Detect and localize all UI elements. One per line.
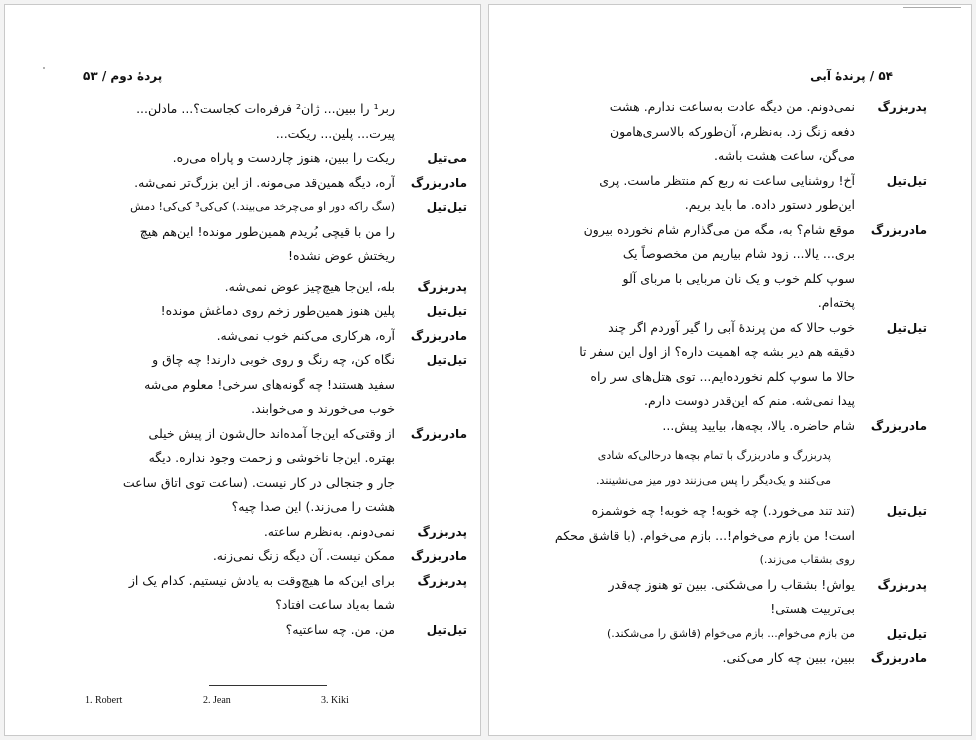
speaker-name: تیل‌تیل bbox=[426, 200, 467, 214]
right-page-header: ۵۴ / پرندهٔ آبی bbox=[810, 69, 893, 83]
speaker-name: مادربزرگ bbox=[410, 426, 467, 441]
line-text: از وقتی‌که این‌جا آمده‌اند حال‌شون از پیش خیلی bbox=[148, 425, 395, 441]
dialogue-line bbox=[539, 622, 927, 647]
speaker-name: تیل‌تیل bbox=[886, 173, 927, 188]
line-text: بری... یالا... زود شام بیاریم من مخصوصاً یک bbox=[622, 246, 855, 261]
line-text: دفعه زنگ زد. به‌نظرم، آن‌طورکه بالاسری‌هامون bbox=[609, 123, 855, 139]
speaker-name: مادربزرگ bbox=[410, 328, 467, 343]
line-text: پیرت... پلین... ریکت... bbox=[275, 125, 395, 141]
dialogue-line bbox=[539, 169, 927, 194]
dialogue-line bbox=[79, 397, 431, 422]
line-text: آخ! روشنایی ساعت نه ربع کم منتظر ماست. پری bbox=[599, 172, 855, 188]
line-text: ممکن نیست. آن دیگه زنگ نمی‌زنه. bbox=[212, 548, 395, 563]
line-text: نگاه کن، چه رنگ و روی خوبی دارند! چه چاق و bbox=[152, 352, 395, 367]
dialogue-line bbox=[79, 244, 431, 269]
line-text: آره، هرکاری می‌کنم خوب نمی‌شه. bbox=[216, 327, 395, 343]
line-text: برای این‌که ما هیچ‌وقت به یادش نیستیم. کدام یک از bbox=[128, 572, 395, 588]
line-text: من. من. چه ساعتیه؟ bbox=[285, 621, 395, 637]
line-text: حالا ما سوپ کلم نخورده‌ایم... توی هتل‌های سر راه bbox=[590, 368, 855, 384]
dialogue-line bbox=[539, 499, 927, 524]
speaker-name: تیل‌تیل bbox=[426, 353, 467, 367]
line-text: بهتره. این‌جا ناخوشی و زحمت وجود نداره. دیگه bbox=[148, 450, 395, 465]
left-page-header: پردهٔ دوم / ۵۳ bbox=[83, 69, 163, 83]
dialogue-line bbox=[539, 144, 891, 169]
line-text: پلین هنوز همین‌طور زخم روی دماغش مونده! bbox=[160, 303, 395, 318]
line-text: (تند تند می‌خورد.) چه خوبه! چه خوبه! چه خوشمزه bbox=[591, 503, 855, 518]
dialogue-line bbox=[539, 95, 927, 120]
dialogue-line bbox=[79, 520, 467, 545]
dialogue-line bbox=[79, 146, 467, 171]
line-text: موقع شام؟ به، مگه من می‌گذارم شام نخورده بیرون bbox=[583, 221, 855, 237]
speaker-name: تیل‌تیل bbox=[426, 304, 467, 318]
page-speck bbox=[43, 67, 45, 69]
dialogue-line bbox=[79, 299, 467, 324]
speaker-name: تیل‌تیل bbox=[886, 626, 927, 641]
speaker-name: پدربزرگ bbox=[417, 573, 467, 588]
line-text: ربر¹ را ببین... ژان² فرفره‌ات کجاست؟... مادلن... bbox=[136, 101, 395, 116]
speaker-name: مادربزرگ bbox=[870, 222, 927, 237]
dialogue-line bbox=[79, 97, 431, 122]
stage-direction bbox=[539, 469, 891, 494]
dialogue-line bbox=[79, 569, 467, 594]
dialogue-line bbox=[79, 324, 467, 349]
footnote-1: 1. Robert bbox=[85, 695, 123, 706]
line-text: این‌طور دستور داده. ما باید بریم. bbox=[684, 197, 855, 212]
dialogue-line bbox=[79, 471, 431, 496]
speaker-name: پدربزرگ bbox=[417, 524, 467, 539]
speaker-name: می‌تیل bbox=[427, 151, 467, 165]
line-text: دقیقه هم دیر بشه چه اهمیت داره؟ از اول این سفر تا bbox=[579, 344, 855, 359]
line-text: ریختش عوض نشده! bbox=[287, 248, 395, 263]
line-text: هشت را می‌زند.) این صدا چیه؟ bbox=[231, 499, 395, 514]
dialogue-line bbox=[79, 618, 467, 643]
speaker-name: پدربزرگ bbox=[877, 100, 927, 114]
page-53 bbox=[4, 4, 481, 736]
line-text: سوپ کلم خوب و یک نان مربایی با مربای آلو bbox=[622, 270, 855, 286]
speaker-name: مادربزرگ bbox=[870, 418, 927, 433]
dialogue-line bbox=[539, 365, 891, 390]
dialogue-line bbox=[539, 120, 891, 145]
left-dialogue bbox=[79, 97, 467, 642]
dialogue-line bbox=[539, 316, 927, 341]
line-text: می‌گن، ساعت هشت باشه. bbox=[713, 148, 855, 163]
dialogue-line bbox=[79, 348, 467, 373]
line-text: نمی‌دونم. به‌نظرم ساعته. bbox=[263, 523, 395, 539]
line-text: خوب می‌خورند و می‌خوابند. bbox=[251, 401, 395, 416]
footnote-2: 2. Jean bbox=[203, 695, 231, 706]
dialogue-line bbox=[79, 195, 467, 220]
speaker-name: پدربزرگ bbox=[877, 577, 927, 592]
dialogue-line bbox=[539, 242, 891, 267]
dialogue-line bbox=[79, 220, 431, 245]
page-54 bbox=[488, 4, 972, 736]
dialogue-line bbox=[79, 171, 467, 196]
speaker-name: مادربزرگ bbox=[870, 651, 927, 665]
dialogue-line bbox=[539, 524, 891, 549]
line-text: پخته‌ام. bbox=[817, 295, 855, 310]
dialogue-line bbox=[539, 340, 891, 365]
line-text: را من با قیچی بُریدم همین‌طور مونده! این‌هم هیچ bbox=[139, 223, 395, 239]
speaker-name: مادربزرگ bbox=[410, 175, 467, 190]
dialogue-line bbox=[79, 275, 467, 300]
line-text: من بازم می‌خوام... بازم می‌خوام (قاشق را می‌شکند.) bbox=[606, 626, 855, 640]
line-text: آره، دیگه همین‌قد می‌مونه. از این بزرگ‌تر نمی‌شه. bbox=[134, 174, 395, 190]
dialogue-line bbox=[539, 646, 927, 671]
speaker-name: پدربزرگ bbox=[417, 279, 467, 294]
dialogue-line bbox=[539, 218, 927, 243]
dialogue-line bbox=[79, 446, 431, 471]
line-text: بله، این‌جا هیچ‌چیز عوض نمی‌شه. bbox=[224, 278, 395, 294]
stage-direction-text: می‌کنند و یک‌دیگر را پس می‌زنند دور میز می‌نشینند. bbox=[596, 473, 831, 487]
line-text: خوب حالا که من پرندهٔ آبی را گیر آوردم اگر چند bbox=[608, 319, 855, 335]
top-rule bbox=[903, 7, 961, 8]
dialogue-line bbox=[539, 291, 891, 316]
line-text: پیدا نمی‌شه. منم که این‌قدر دوست دارم. bbox=[643, 393, 855, 408]
line-text: بی‌تربیت هستی! bbox=[770, 601, 855, 616]
line-text: یواش! بشقاب را می‌شکنی. ببین تو هنوز چه‌قدر bbox=[608, 576, 855, 592]
line-text: روی بشقاب می‌زند.) bbox=[759, 553, 855, 566]
line-text: ببین، ببین چه کار می‌کنی. bbox=[722, 650, 855, 665]
dialogue-line bbox=[539, 389, 891, 414]
stage-direction bbox=[539, 444, 891, 469]
dialogue-line bbox=[79, 422, 467, 447]
line-text: (سگ راکه دور او می‌چرخد می‌بیند.) کی‌کی³ کی‌کی! دمش bbox=[130, 200, 395, 213]
dialogue-line bbox=[539, 193, 891, 218]
line-text: است! من بازم می‌خوام!... بازم می‌خوام. (با قاشق محکم bbox=[554, 527, 855, 543]
right-dialogue bbox=[539, 95, 927, 671]
line-text: سفید هستند! چه گونه‌های سرخی! معلوم می‌شه bbox=[144, 376, 395, 392]
stage-direction-text: پدربزرگ و مادربزرگ با تمام بچه‌ها درحالی‌که شادی bbox=[597, 449, 831, 462]
footnote-rule bbox=[209, 685, 327, 686]
line-text: شما به‌یاد ساعت افتاد؟ bbox=[275, 597, 395, 612]
dialogue-line bbox=[539, 267, 891, 292]
dialogue-line bbox=[539, 548, 891, 573]
speaker-name: تیل‌تیل bbox=[426, 622, 467, 637]
dialogue-line bbox=[79, 544, 467, 569]
line-text: ریکت را ببین، هنوز چاردست و پاراه می‌ره. bbox=[172, 150, 395, 165]
line-text: نمی‌دونم. من دیگه عادت به‌ساعت ندارم. هشت bbox=[609, 99, 855, 114]
speaker-name: مادربزرگ bbox=[410, 549, 467, 563]
dialogue-line bbox=[79, 373, 431, 398]
speaker-name: تیل‌تیل bbox=[886, 320, 927, 335]
footnote-3: 3. Kiki bbox=[321, 695, 349, 706]
dialogue-line bbox=[539, 573, 927, 598]
dialogue-line bbox=[539, 414, 927, 439]
dialogue-line bbox=[539, 597, 891, 622]
line-text: جار و جنجالی در کار نیست. (ساعت توی اتاق ساعت bbox=[122, 474, 395, 490]
dialogue-line bbox=[79, 122, 431, 147]
dialogue-line bbox=[79, 593, 431, 618]
line-text: شام حاضره. یالا، بچه‌ها، بیایید پیش... bbox=[662, 417, 855, 433]
speaker-name: تیل‌تیل bbox=[886, 504, 927, 518]
dialogue-line bbox=[79, 495, 431, 520]
